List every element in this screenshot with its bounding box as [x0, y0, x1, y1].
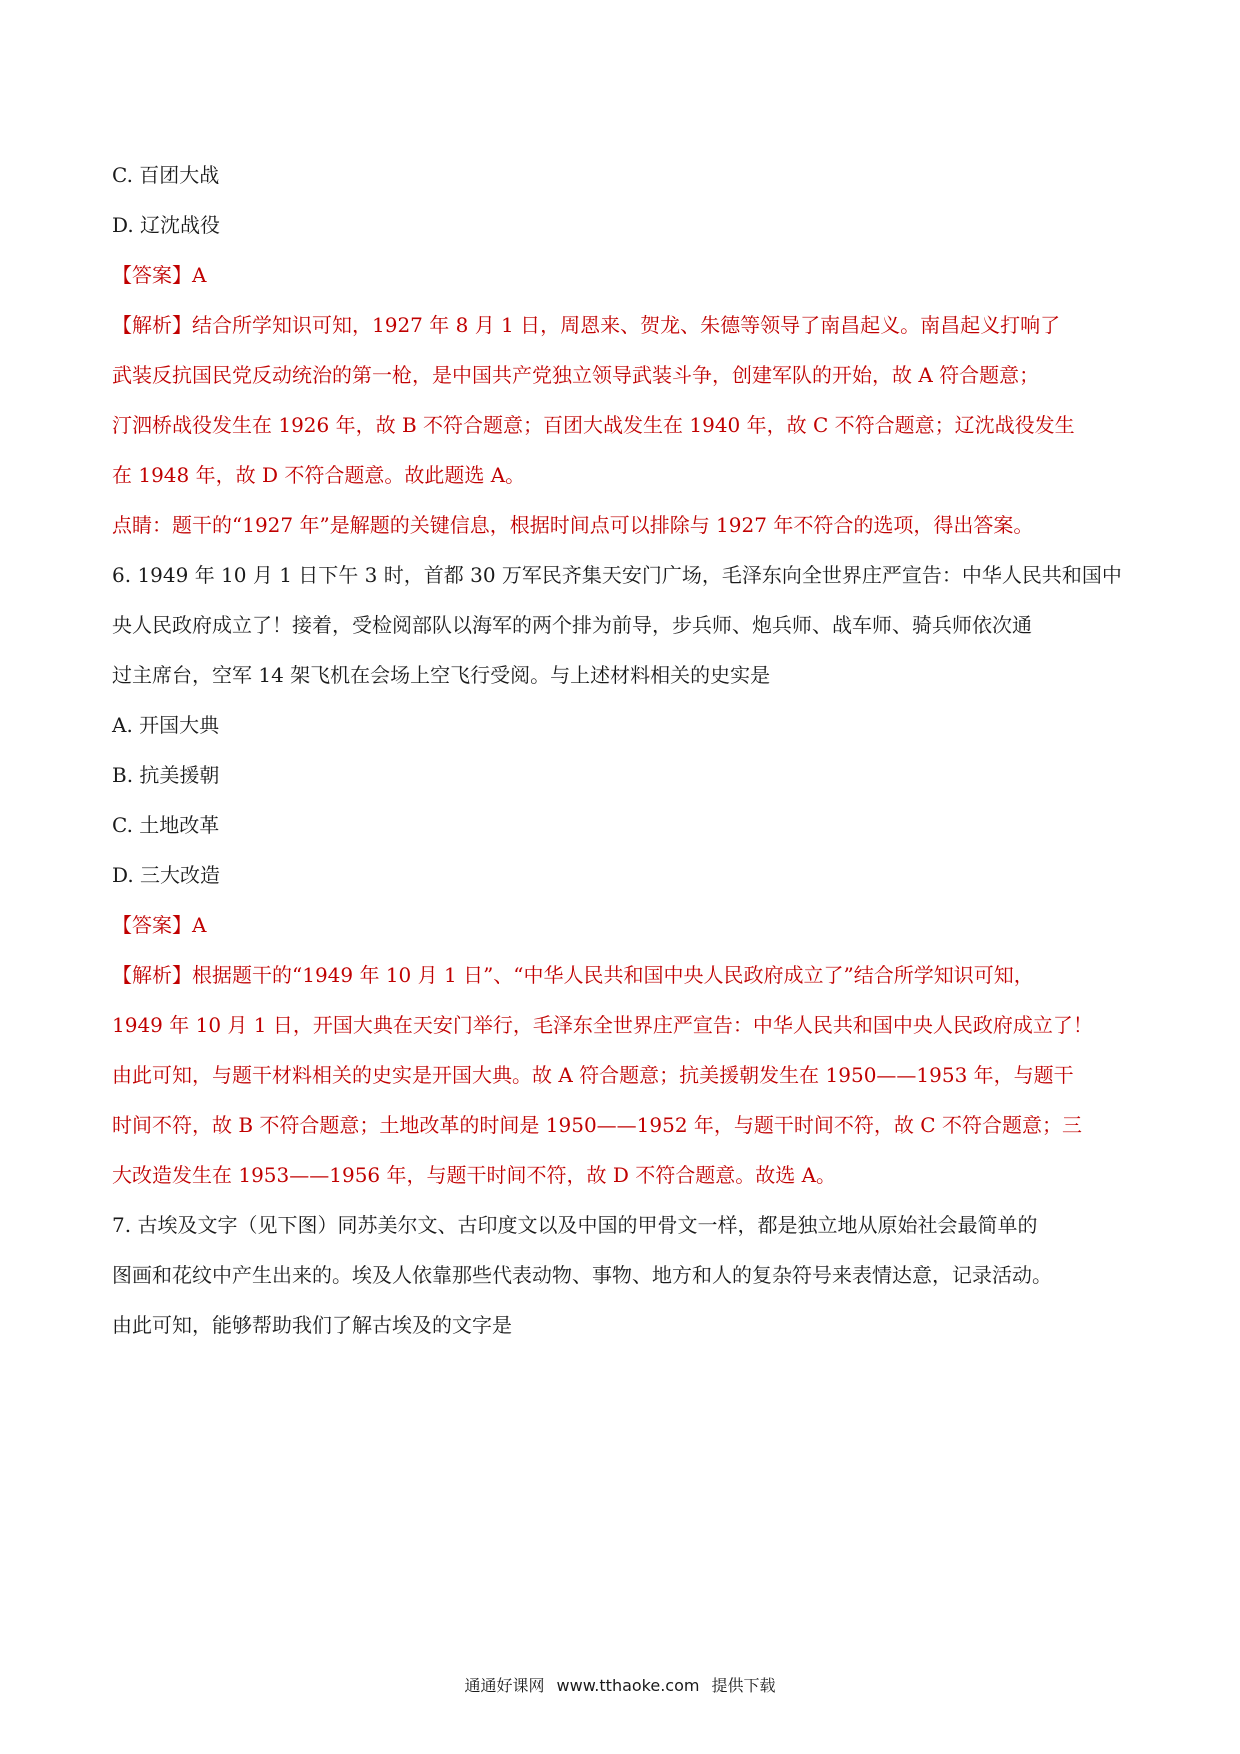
- q5-option-d: D. 辽沈战役: [112, 213, 221, 237]
- q5-analysis-line-3: 汀泗桥战役发生在 1926 年，故 B 不符合题意；百团大战发生在 1940 年，故 C 不符合题意；辽沈战役发生: [112, 413, 1075, 437]
- footer-url[interactable]: www.tthaoke.com: [556, 1676, 700, 1695]
- q7-stem: [112, 1200, 1130, 1350]
- q6-analysis-line-2: 1949 年 10 月 1 日，开国大典在天安门举行，毛泽东全世界庄严宣告：中华人民共和国中央人民政府成立了！: [112, 1013, 1093, 1037]
- q5-analysis-line-2: 武装反抗国民党反动统治的第一枪，是中国共产党独立领导武装斗争，创建军队的开始，故 A 符合题意；: [112, 363, 1040, 387]
- q7-stem-line-2: 图画和花纹中产生出来的。埃及人依靠那些代表动物、事物、地方和人的复杂符号来表情达意，记录活动。: [112, 1263, 1052, 1287]
- q5-analysis-label: 【解析】: [112, 313, 192, 337]
- q6-stem-line-2: 央人民政府成立了！接着，受检阅部队以海军的两个排为前导，步兵师、炮兵师、战车师、骑兵师依次通: [112, 613, 1032, 637]
- q6-analysis-line-1: [112, 950, 1130, 1000]
- q6-analysis-text-1: 根据题干的“1949 年 10 月 1 日”、“中华人民共和国中央人民政府成立了”结合所学知识可知，: [192, 963, 1034, 987]
- q6-option-c: C. 土地改革: [112, 813, 220, 837]
- q6-analysis-line-5: 大改造发生在 1953——1956 年，与题干时间不符，故 D 不符合题意。故选 A。: [112, 1163, 837, 1187]
- q7-stem-line-3: 由此可知，能够帮助我们了解古埃及的文字是: [112, 1313, 512, 1337]
- q5-analysis-line-1: [112, 300, 1130, 350]
- q6-analysis-label: 【解析】: [112, 963, 192, 987]
- q6-stem-line-1: 6. 1949 年 10 月 1 日下午 3 时，首都 30 万军民齐集天安门广场，毛泽东向全世界庄严宣告：中华人民共和国中: [112, 563, 1122, 587]
- q5-analysis-line-4: 在 1948 年，故 D 不符合题意。故此题选 A。: [112, 463, 526, 487]
- page-content: [112, 150, 1130, 1350]
- footer-site-name: 通通好课网: [464, 1676, 545, 1695]
- q6-option-a: A. 开国大典: [112, 713, 220, 737]
- q6-stem-line-3: 过主席台，空军 14 架飞机在会场上空飞行受阅。与上述材料相关的史实是: [112, 663, 771, 687]
- q6-stem: [112, 550, 1130, 700]
- q6-analysis-line-4: 时间不符，故 B 不符合题意；土地改革的时间是 1950——1952 年，与题干时间不符，故 C 不符合题意；三: [112, 1113, 1082, 1137]
- q5-tip: 点睛：题干的“1927 年”是解题的关键信息，根据时间点可以排除与 1927 年不符合的选项，得出答案。: [112, 513, 1034, 537]
- q6-option-b: B. 抗美援朝: [112, 763, 220, 787]
- q5-option-c: C. 百团大战: [112, 163, 220, 187]
- footer-suffix: 提供下载: [711, 1676, 776, 1695]
- q6-answer: 【答案】A: [112, 913, 207, 937]
- q5-answer: 【答案】A: [112, 263, 207, 287]
- q6-analysis: [112, 950, 1130, 1200]
- q5-analysis-text-1: 结合所学知识可知，1927 年 8 月 1 日，周恩来、贺龙、朱德等领导了南昌起义。南昌起义打响了: [192, 313, 1061, 337]
- page-footer: [0, 1674, 1240, 1698]
- q5-analysis: [112, 300, 1130, 500]
- q7-stem-line-1: 7. 古埃及文字（见下图）同苏美尔文、古印度文以及中国的甲骨文一样，都是独立地从原始社会最简单的: [112, 1213, 1038, 1237]
- q6-analysis-line-3: 由此可知，与题干材料相关的史实是开国大典。故 A 符合题意；抗美援朝发生在 1950——1953 年，与题干: [112, 1063, 1074, 1087]
- q6-option-d: D. 三大改造: [112, 863, 221, 887]
